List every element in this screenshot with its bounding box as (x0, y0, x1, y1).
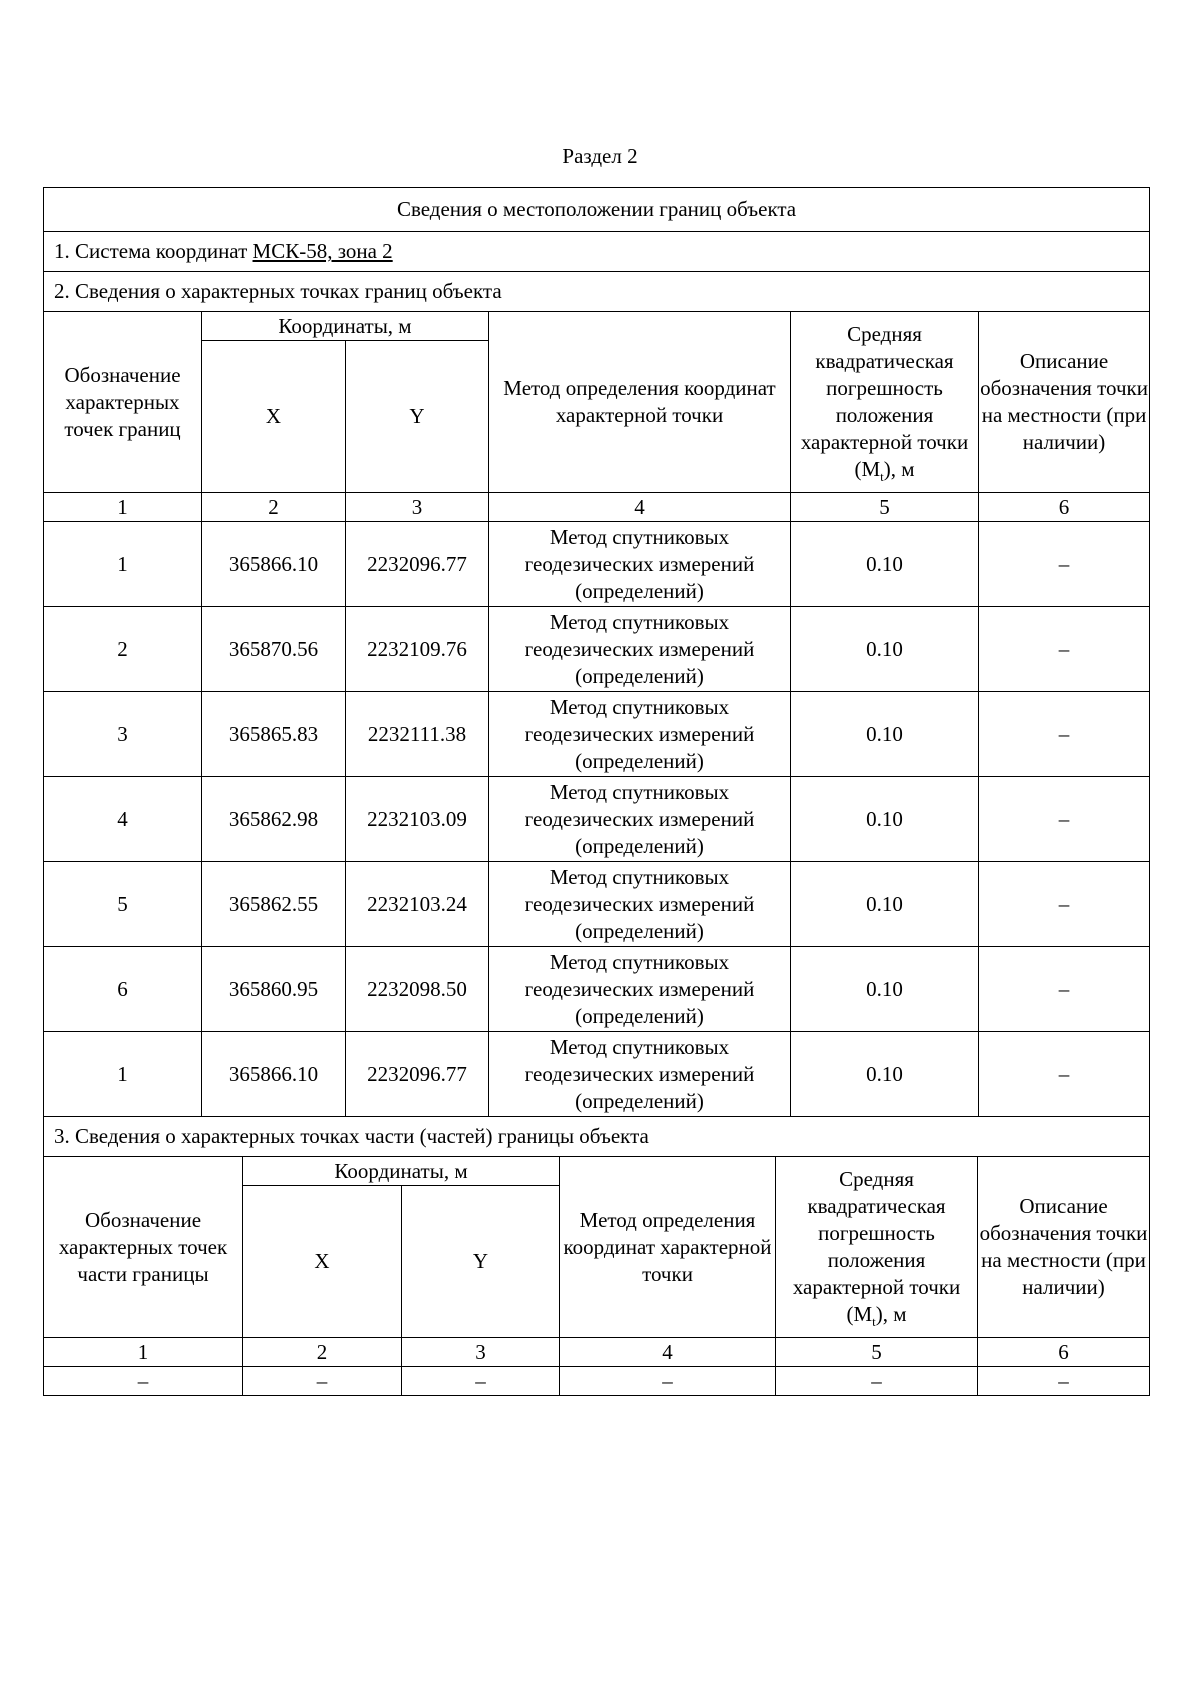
x-cell: 365862.98 (202, 777, 346, 862)
points-heading: 2. Сведения о характерных точках границ объекта (44, 272, 1150, 312)
method-cell: Метод спутниковых геодезических измерений (определений) (489, 947, 791, 1032)
col-header-method: Метод определения координат характерной точки (560, 1157, 776, 1338)
error-cell: 0.10 (791, 692, 979, 777)
column-number: 3 (402, 1338, 560, 1367)
part-boundary-points-table (43, 1156, 1150, 1396)
column-number: 5 (791, 493, 979, 522)
col-header-error-text: Средняя квадратическая погрешность положения характерной точки (M (792, 1167, 961, 1326)
part-points-heading: 3. Сведения о характерных точках части (частей) границы объекта (44, 1117, 1150, 1157)
method-cell: – (560, 1367, 776, 1396)
y-cell: 2232103.24 (346, 862, 489, 947)
col-header-desc: Описание обозначения точки на местности (при наличии) (979, 312, 1150, 493)
point-cell: 1 (44, 522, 202, 607)
point-cell: 1 (44, 1032, 202, 1117)
col-header-method: Метод определения координат характерной точки (489, 312, 791, 493)
section-title: Раздел 2 (562, 144, 638, 168)
col-header-desc: Описание обозначения точки на местности (при наличии) (978, 1157, 1150, 1338)
column-number: 6 (978, 1338, 1150, 1367)
col-header-coords: Координаты, м (202, 312, 489, 341)
x-cell: 365865.83 (202, 692, 346, 777)
desc-cell: – (979, 947, 1150, 1032)
column-number: 2 (243, 1338, 402, 1367)
col-header-error-sub: t (872, 1314, 876, 1330)
desc-cell: – (979, 862, 1150, 947)
col-header-y: Y (402, 1186, 560, 1338)
error-cell: 0.10 (791, 522, 979, 607)
y-cell: 2232098.50 (346, 947, 489, 1032)
error-cell: 0.10 (791, 1032, 979, 1117)
desc-cell: – (979, 1032, 1150, 1117)
col-header-error-text: Средняя квадратическая погрешность положения характерной точки (M (800, 322, 969, 481)
boundary-points-table (43, 187, 1150, 1157)
column-number: 6 (979, 493, 1150, 522)
column-number-row (44, 493, 1150, 522)
error-cell: 0.10 (791, 607, 979, 692)
desc-cell: – (979, 777, 1150, 862)
col-header-error-sub: t (880, 469, 884, 485)
method-cell: Метод спутниковых геодезических измерений (определений) (489, 607, 791, 692)
x-cell: – (243, 1367, 402, 1396)
error-cell: 0.10 (791, 777, 979, 862)
table-row (44, 862, 1150, 947)
method-cell: Метод спутниковых геодезических измерений (определений) (489, 862, 791, 947)
table-title: Сведения о местоположении границ объекта (44, 188, 1150, 232)
method-cell: Метод спутниковых геодезических измерений (определений) (489, 522, 791, 607)
method-cell: Метод спутниковых геодезических измерений (определений) (489, 777, 791, 862)
x-cell: 365866.10 (202, 522, 346, 607)
desc-cell: – (979, 692, 1150, 777)
coord-system-row (44, 232, 1150, 272)
x-cell: 365862.55 (202, 862, 346, 947)
table-row (44, 522, 1150, 607)
col-header-coords: Координаты, м (243, 1157, 560, 1186)
point-cell: – (44, 1367, 243, 1396)
point-cell: 2 (44, 607, 202, 692)
column-number: 3 (346, 493, 489, 522)
y-cell: 2232096.77 (346, 1032, 489, 1117)
coord-system-label: 1. Система координат (54, 239, 253, 263)
column-number: 4 (560, 1338, 776, 1367)
col-header-y: Y (346, 341, 489, 493)
column-number: 2 (202, 493, 346, 522)
point-cell: 4 (44, 777, 202, 862)
point-cell: 5 (44, 862, 202, 947)
method-cell: Метод спутниковых геодезических измерений (определений) (489, 692, 791, 777)
point-cell: 3 (44, 692, 202, 777)
col-header-error-unit: ), м (883, 457, 915, 481)
table-row (44, 607, 1150, 692)
table-row (44, 777, 1150, 862)
column-number: 1 (44, 1338, 243, 1367)
point-cell: 6 (44, 947, 202, 1032)
column-number: 4 (489, 493, 791, 522)
column-number: 5 (776, 1338, 978, 1367)
desc-cell: – (978, 1367, 1150, 1396)
error-cell: – (776, 1367, 978, 1396)
table-row (44, 692, 1150, 777)
table-row (44, 1032, 1150, 1117)
col-header-error (791, 312, 979, 493)
desc-cell: – (979, 607, 1150, 692)
column-number-row (44, 1338, 1150, 1367)
col-header-point: Обозначение характерных точек границ (44, 312, 202, 493)
y-cell: 2232111.38 (346, 692, 489, 777)
y-cell: 2232103.09 (346, 777, 489, 862)
col-header-x: X (243, 1186, 402, 1338)
coord-system-value: МСК-58, зона 2 (252, 239, 393, 263)
method-cell: Метод спутниковых геодезических измерений (определений) (489, 1032, 791, 1117)
column-number: 1 (44, 493, 202, 522)
desc-cell: – (979, 522, 1150, 607)
error-cell: 0.10 (791, 862, 979, 947)
y-cell: – (402, 1367, 560, 1396)
error-cell: 0.10 (791, 947, 979, 1032)
x-cell: 365866.10 (202, 1032, 346, 1117)
x-cell: 365870.56 (202, 607, 346, 692)
col-header-point: Обозначение характерных точек части границы (44, 1157, 243, 1338)
table-row (44, 947, 1150, 1032)
x-cell: 365860.95 (202, 947, 346, 1032)
y-cell: 2232096.77 (346, 522, 489, 607)
col-header-error (776, 1157, 978, 1338)
table-row (44, 1367, 1150, 1396)
y-cell: 2232109.76 (346, 607, 489, 692)
col-header-error-unit: ), м (875, 1302, 907, 1326)
col-header-x: X (202, 341, 346, 493)
